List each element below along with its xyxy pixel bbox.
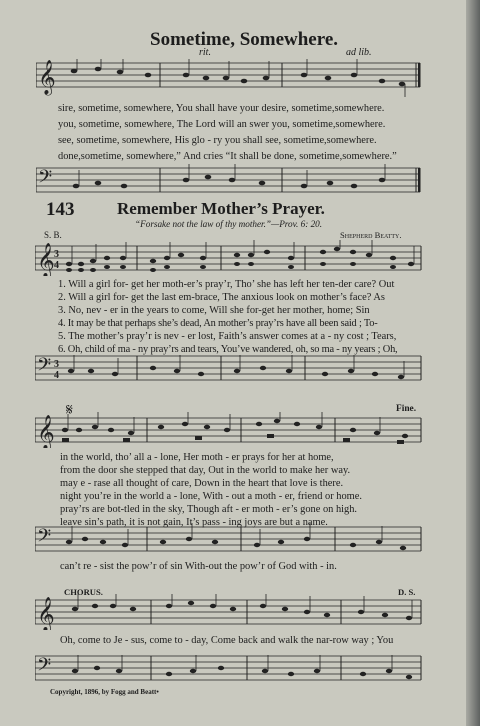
svg-text:𝄢: 𝄢 xyxy=(37,525,52,550)
rit-mark: rit. xyxy=(199,47,211,58)
ds-mark: D. S. xyxy=(398,587,416,597)
song1-line-3: see, sometime, somewhere, His glo - ry you shall see, sometime,somewhere. xyxy=(58,135,377,146)
verse-line-2: 2. Will a girl for- get the last em-brace, The anxious look on mother’s face? As xyxy=(58,292,385,303)
copyright-notice: Copyright, 1896, by Fogg and Beatt• xyxy=(50,688,159,696)
system2-treble-staff xyxy=(35,412,427,448)
page-edge xyxy=(466,0,480,726)
song1-title: Sometime, Somewhere. xyxy=(150,29,339,50)
middle-line-4: night you’re in the world a - lone, With - out a moth - er, friend or home. xyxy=(60,491,362,502)
middle-line-6: leave sin’s path, it is not gain, It’s pass - ing joys are but a name. xyxy=(60,517,328,528)
chorus-treble-staff xyxy=(35,594,427,630)
bass-lyric-line: can’t re - sist the pow’r of sin With-out the pow’r of God with - in. xyxy=(60,561,337,572)
chorus-bass-staff xyxy=(35,652,427,686)
verse-line-3: 3. No, nev - er in the years to come, Will she for-get her mother, home; Sin xyxy=(58,305,370,316)
middle-line-3: may e - rase all thought of care, Down in the heart that love is there. xyxy=(60,478,344,489)
epigraph: “Forsake not the law of thy mother.”—Prov. 6: 20. xyxy=(135,219,323,229)
verse-line-5: 5. The mother’s pray’r is nev - er lost, Faith’s answer comes at a - ny cost ; Tears, xyxy=(58,331,397,342)
song1-line-1: sire, sometime, somewhere, You shall have your desire, sometime,somewhere. xyxy=(58,103,385,114)
song1-line-2: you, sometime, somewhere, The Lord will an swer you, sometime,somewhere. xyxy=(58,119,386,130)
song1-line-4: done,sometime, somewhere,” And cries “It shall be done, sometime,somewhere.” xyxy=(58,151,397,162)
chorus-label: CHORUS. xyxy=(64,587,103,597)
song2-title: Remember Mother’s Prayer. xyxy=(117,199,325,218)
middle-line-2: from the door she stepped that day, Out in the world to make her way. xyxy=(60,465,351,476)
song1-treble-staff xyxy=(36,59,426,97)
hymn-number: 143 xyxy=(46,199,75,220)
middle-line-1: in the world, tho’ all a - lone, Her moth - er prays for her at home, xyxy=(60,452,334,463)
verse-line-6: 6. Oh, child of ma - ny pray’rs and tears, You’ve wandered, oh, so ma - ny years ; Oh, xyxy=(58,344,398,355)
fine-mark: Fine. xyxy=(396,404,417,414)
system1-bass-staff xyxy=(35,352,427,386)
song1-bass-staff xyxy=(36,162,426,198)
svg-text:4: 4 xyxy=(54,370,59,381)
svg-text:𝄞: 𝄞 xyxy=(38,61,56,94)
svg-text:3: 3 xyxy=(54,249,59,260)
system1-treble-staff xyxy=(35,240,427,276)
svg-text:𝄞: 𝄞 xyxy=(37,244,55,276)
svg-text:𝄞: 𝄞 xyxy=(37,416,55,448)
svg-text:𝄢: 𝄢 xyxy=(37,654,52,679)
middle-line-5: pray’rs are bot-tled in the sky, Though aft - er moth - er’s gone on high. xyxy=(60,504,358,515)
svg-text:𝄞: 𝄞 xyxy=(37,598,55,630)
svg-text:3: 3 xyxy=(54,359,59,370)
author-credit: Shepherd Beatty. xyxy=(340,230,402,240)
chorus-lyric-line: Oh, come to Je - sus, come to - day, Come back and walk the nar-row way ; You xyxy=(60,635,394,646)
composer-initials: S. B. xyxy=(44,230,62,240)
system2-bass-staff xyxy=(35,523,427,557)
svg-text:𝄢: 𝄢 xyxy=(38,166,53,191)
ad-lib-mark: ad lib. xyxy=(346,47,372,58)
svg-text:𝄢: 𝄢 xyxy=(37,354,52,379)
svg-text:4: 4 xyxy=(54,260,59,271)
segno-sign: 𝄋 xyxy=(66,402,73,419)
verse-line-1: 1. Will a girl for- get her moth-er’s pray’r, Tho’ she has left her ten-der care? Out xyxy=(58,279,395,290)
verse-line-4: 4. It may be that perhaps she’s dead, An mother’s pray’rs have all been said ; To- xyxy=(58,318,378,329)
